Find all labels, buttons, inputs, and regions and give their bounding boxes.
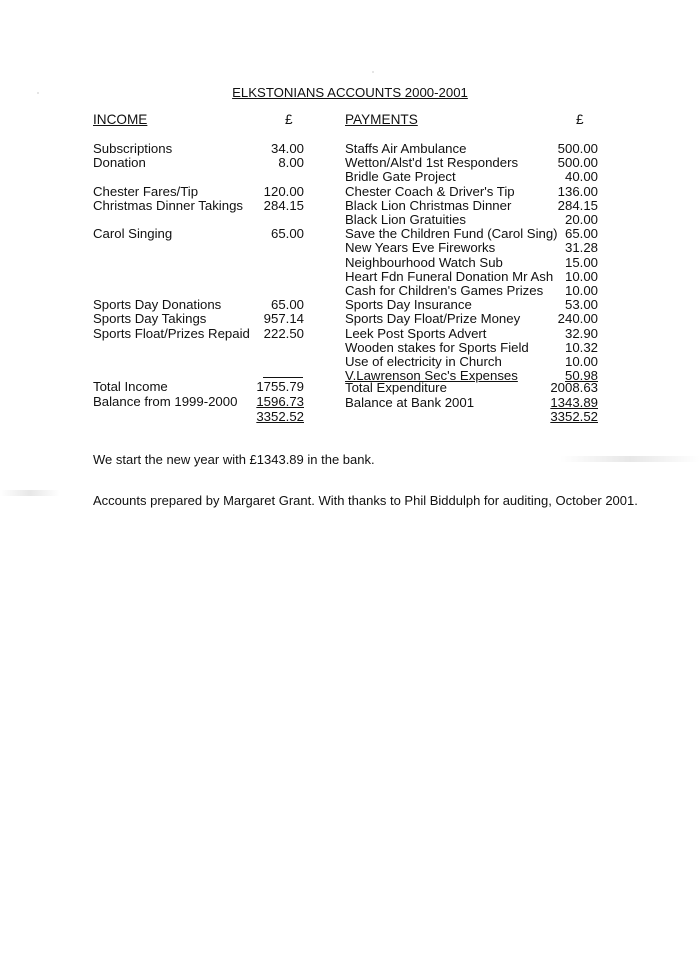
scan-smudge	[560, 456, 700, 462]
payment-item-label: Cash for Children's Games Prizes	[345, 283, 544, 298]
income-item-amount: 34.00	[270, 141, 304, 156]
payment-item-amount: 31.28	[564, 240, 598, 256]
payment-item-amount: 50.98	[564, 368, 598, 384]
document-title: ELKSTONIANS ACCOUNTS 2000-2001	[232, 85, 468, 100]
payment-item-amount: 15.00	[564, 254, 598, 270]
payment-item-label: Wooden stakes for Sports Field	[345, 339, 529, 355]
payment-item-label: Use of electricity in Church	[345, 354, 502, 369]
payment-item-label: Wetton/Alst'd 1st Responders	[345, 155, 519, 171]
payment-item-label: Black Lion Gratuities	[345, 212, 466, 227]
income-item-amount: 284.15	[263, 197, 304, 213]
income-header: INCOME	[93, 112, 148, 127]
income-item-amount: 120.00	[263, 183, 304, 199]
balance-bank-label: Balance at Bank 2001	[345, 395, 475, 410]
total-income-amount: 1755.79	[256, 379, 304, 394]
income-currency-header: £	[285, 112, 293, 127]
payment-item-label: Black Lion Christmas Dinner	[345, 197, 512, 213]
payment-item-amount: 240.00	[557, 311, 598, 327]
total-expenditure-label: Total Expenditure	[345, 380, 447, 395]
payment-item-amount: 10.00	[564, 283, 598, 298]
income-item-amount: 65.00	[270, 297, 304, 313]
income-subtotal-rule	[263, 377, 303, 378]
payment-item-amount: 10.00	[564, 268, 598, 284]
payment-item-label: Bridle Gate Project	[345, 169, 456, 185]
payment-item-label: Leek Post Sports Advert	[345, 325, 487, 341]
payment-item-label: V.Lawrenson Sec's Expenses	[345, 368, 518, 384]
payment-item-amount: 10.00	[564, 354, 598, 369]
income-grand-total: 3352.52	[256, 409, 304, 424]
payment-item-amount: 500.00	[557, 141, 598, 156]
payment-item-label: Heart Fdn Funeral Donation Mr Ash	[345, 268, 554, 284]
income-item-amount: 222.50	[263, 325, 304, 341]
payment-item-amount: 65.00	[564, 226, 598, 242]
payment-item-amount: 32.90	[564, 325, 598, 341]
payment-item-label: New Years Eve Fireworks	[345, 240, 496, 256]
payment-item-amount: 136.00	[557, 183, 598, 199]
payment-item-amount: 10.32	[564, 339, 598, 355]
balance-previous-label: Balance from 1999-2000	[93, 394, 238, 409]
total-income-label: Total Income	[93, 379, 168, 394]
income-item-amount: 957.14	[263, 311, 304, 327]
payment-item-label: Save the Children Fund (Carol Sing)	[345, 226, 558, 242]
payment-item-amount: 53.00	[564, 297, 598, 313]
income-item-amount: 8.00	[278, 155, 304, 171]
total-expenditure-amount: 2008.63	[550, 380, 598, 395]
balance-bank-amount: 1343.89	[550, 395, 598, 410]
new-year-balance-note: We start the new year with £1343.89 in the bank.	[93, 452, 375, 467]
prepared-by-note: Accounts prepared by Margaret Grant. With thanks to Phil Biddulph for auditing, October 2001.	[93, 493, 638, 508]
payment-item-amount: 500.00	[557, 155, 598, 171]
scan-speck	[372, 71, 374, 73]
payment-item-label: Chester Coach & Driver's Tip	[345, 183, 515, 199]
income-item-amount: 65.00	[270, 226, 304, 242]
payment-item-label: Sports Day Float/Prize Money	[345, 311, 521, 327]
payments-grand-total: 3352.52	[550, 409, 598, 424]
payment-item-amount: 284.15	[557, 197, 598, 213]
payments-currency-header: £	[576, 112, 584, 127]
income-item-label: Sports Day Takings	[93, 311, 207, 327]
payment-item-label: Staffs Air Ambulance	[345, 141, 467, 156]
income-item-label: Sports Day Donations	[93, 297, 222, 313]
payment-item-label: Neighbourhood Watch Sub	[345, 254, 503, 270]
income-item-label: Chester Fares/Tip	[93, 183, 199, 199]
income-item-label: Christmas Dinner Takings	[93, 197, 243, 213]
balance-previous-amount: 1596.73	[256, 394, 304, 409]
income-item-label: Donation	[93, 155, 146, 171]
payments-header: PAYMENTS	[345, 112, 418, 127]
payment-item-label: Sports Day Insurance	[345, 297, 472, 313]
payment-item-amount: 20.00	[564, 212, 598, 227]
payment-item-amount: 40.00	[564, 169, 598, 185]
income-item-label: Carol Singing	[93, 226, 173, 242]
income-item-label: Subscriptions	[93, 141, 173, 156]
income-item-label: Sports Float/Prizes Repaid	[93, 325, 250, 341]
scan-smudge	[0, 490, 60, 496]
